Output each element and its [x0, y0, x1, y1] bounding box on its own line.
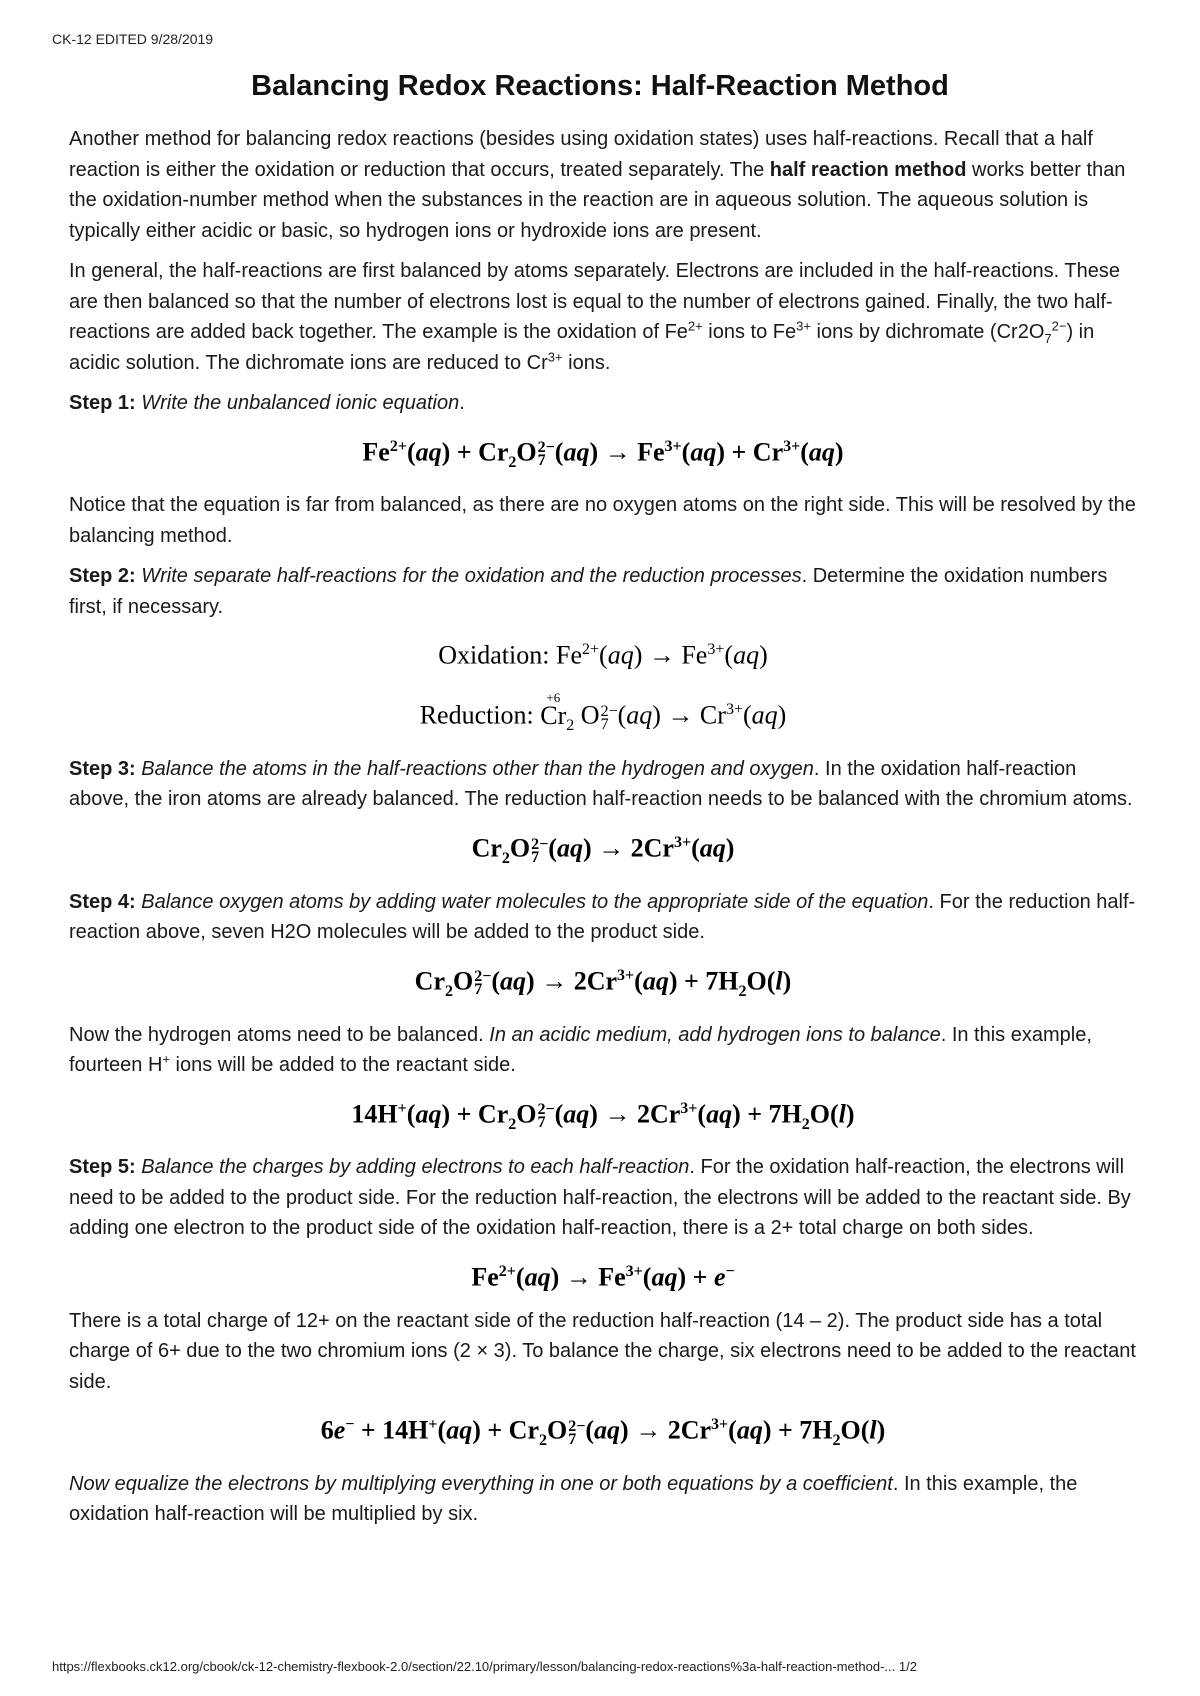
- step-5-charge: There is a total charge of 12+ on the reactant side of the reduction half-reaction (14 – 2). The product side has a total charge of 6+ due to the two chromium ions (2 × 3). To balance the charge, six electrons need to be added to the reactant side.: [69, 1309, 1136, 1393]
- page-footer: [52, 1659, 917, 1674]
- intro-paragraph-1: Another method for balancing redox reactions (besides using oxidation states) uses half-reactions. Recall that a half reaction is either the oxidation or reduction that occurs, treated separately. The half reaction method works better than the oxidation-number method when the substances in the reaction are in aqueous solution. The aqueous solution is typically either acidic or basic, so hydrogen ions or hydroxide ions are present.: [69, 128, 1126, 242]
- step-label: Step 1:: [69, 392, 136, 414]
- equation-reduction: Reduction: Cr +6 $_2$ O 2− 7 $(aq) \to Cr^{3+}(aq)$: [69, 692, 1137, 744]
- equation-oxidation: Oxidation: $Fe^{2+}(aq) \to Fe^{3+}(aq)$: [438, 641, 768, 670]
- source-url[interactable]: https://flexbooks.ck12.org/cbook/ck-12-chemistry-flexbook-2.0/section/22.10/primary/lesson/balancing-redox-reactions%3a-half-reaction-method-...: [52, 1659, 896, 1674]
- edit-note: CK-12 EDITED 9/28/2019: [52, 31, 214, 47]
- equation-reduction-electrons: $6e^- + 14H^+(aq) + Cr_2O$ 2− 7 $(aq) \to 2Cr^{3+}(aq) + 7H_2O(l)$: [320, 1415, 886, 1449]
- page-title: Balancing Redox Reactions: Half-Reaction Method: [251, 70, 949, 102]
- step-label: Step 3:: [69, 757, 136, 780]
- step-1: Step 1: Write the unbalanced ionic equation.: [69, 392, 465, 414]
- step-2: Step 2: Write separate half-reactions for the oxidation and the reduction processes. Determine the oxidation numbers first, if necessary.: [69, 565, 1108, 618]
- step-4: Step 4: Balance oxygen atoms by adding water molecules to the appropriate side of the equation. For the reduction half-reaction above, seven H2O molecules will be added to the product side.: [69, 890, 1136, 944]
- equation-hydrogen-balanced: $14H^+(aq) + Cr_2O$ 2− 7 $(aq) \to 2Cr^{3+}(aq) + 7H_2O(l)$: [351, 1099, 855, 1133]
- step-3: Step 3: Balance the atoms in the half-reactions other than the hydrogen and oxygen. In the oxidation half-reaction above, the iron atoms are already balanced. The reduction half-reaction needs to be balanced with the chromium atoms.: [69, 757, 1133, 811]
- key-term: half reaction method: [769, 158, 967, 181]
- intro-paragraph-2: In general, the half-reactions are first balanced by atoms separately. Electrons are included in the half-reactions. These are then balanced so that the number of electrons lost is equal to the number of electrons gained. Finally, the two half-reactions are added back together. The example is the oxidation of $Fe^{2+}$ ions to $Fe^{3+}$ ions by dichromate $(Cr2O_7^{2-})$ in acidic solution. The dichromate ions are reduced to $Cr^{3+}$ ions.: [69, 260, 1120, 374]
- step-5-equalize: Now equalize the electrons by multiplying everything in one or both equations by a coefficient. In this example, the oxidation half-reaction will be multiplied by six.: [69, 1472, 1078, 1526]
- equation-unbalanced: $Fe^{2+}(aq) + Cr_2O$ 2− 7 $(aq) \to Fe^{3+}(aq) + Cr^{3+}(aq)$: [362, 437, 844, 471]
- step-4-hydrogen: Now the hydrogen atoms need to be balanced. In an acidic medium, add hydrogen ions to balance. In this example, fourteen H+ ions will be added to the reactant side.: [69, 1023, 1092, 1077]
- equation-oxygen-balanced: $Cr_2O$ 2− 7 $(aq) \to 2Cr^{3+}(aq) + 7H_2O(l)$: [414, 966, 792, 1000]
- step-5: Step 5: Balance the charges by adding electrons to each half-reaction. For the oxidation half-reaction, the electrons will need to be added to the product side. For the reduction half-reaction, the electrons will be added to the reactant side. By adding one electron to the product side of the oxidation half-reaction, there is a 2+ total charge on both sides.: [69, 1156, 1131, 1240]
- step-1-notice: Notice that the equation is far from balanced, as there are no oxygen atoms on the right side. This will be resolved by the balancing method.: [69, 494, 1136, 547]
- article-body: [69, 124, 1137, 1540]
- step-label: Step 5:: [69, 1156, 136, 1179]
- oxidation-number: +6: [546, 689, 561, 705]
- step-label: Step 4:: [69, 890, 136, 913]
- equation-chromium-balanced: $Cr_2O$ 2− 7 $(aq) \to 2Cr^{3+}(aq)$: [471, 833, 735, 867]
- page-number: 1/2: [898, 1659, 917, 1674]
- equation-oxidation-electron: $Fe^{2+}(aq) \to Fe^{3+}(aq) + e^-$: [471, 1262, 735, 1292]
- step-label: Step 2:: [69, 565, 136, 588]
